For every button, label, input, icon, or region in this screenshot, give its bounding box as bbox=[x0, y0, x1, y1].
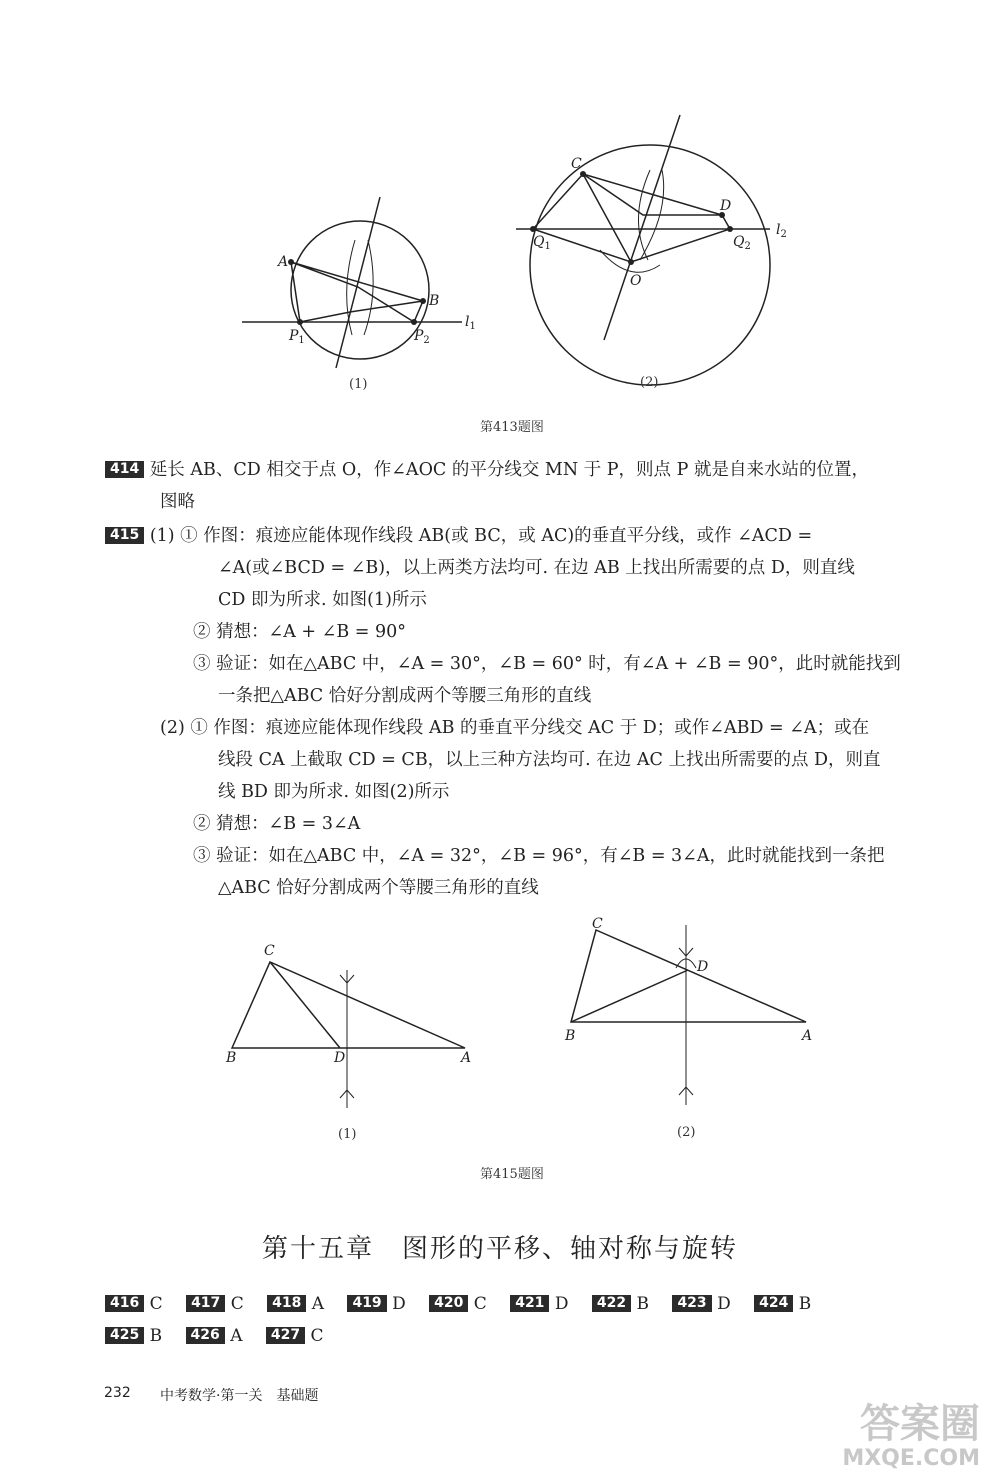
q415-line8: 线段 CA 上截取 CD = CB，以上三种方法均可. 在边 AC 上找出所需要的点 D，则直 bbox=[218, 750, 881, 770]
q415-line10: ② 猜想：∠B = 3∠A bbox=[193, 814, 361, 834]
page-number: 232 bbox=[104, 1385, 131, 1401]
answer-item: 421 D bbox=[510, 1294, 568, 1314]
answer-item: 424 B bbox=[754, 1294, 811, 1314]
watermark-logo: 答案圈 bbox=[860, 1401, 980, 1447]
answer-item: 426 A bbox=[186, 1326, 243, 1346]
f415-1-B: B bbox=[226, 1050, 237, 1066]
f415-2-B: B bbox=[565, 1028, 576, 1044]
f415-1-A: A bbox=[461, 1050, 472, 1066]
f415-2-A: A bbox=[802, 1028, 813, 1044]
answer-item: 425 B bbox=[105, 1326, 162, 1346]
answers-row-2 bbox=[105, 1326, 342, 1346]
answer-item: 427 C bbox=[266, 1326, 324, 1346]
q415-line6: 一条把△ABC 恰好分割成两个等腰三角形的直线 bbox=[218, 686, 592, 706]
pt-l2: $l_2$ bbox=[776, 222, 787, 240]
q415-line3: CD 即为所求. 如图(1)所示 bbox=[218, 590, 427, 610]
f415-2-C: C bbox=[592, 916, 603, 932]
fig413-sub-2: (2) bbox=[640, 375, 659, 390]
q414-line1: 414 延长 AB、CD 相交于点 O，作∠AOC 的平分线交 MN 于 P，则点 P 就是自来水站的位置， bbox=[105, 458, 869, 482]
pt-P1: $P_1$ bbox=[289, 328, 305, 346]
pt-A: A bbox=[278, 254, 289, 270]
fig415-sub-2: (2) bbox=[677, 1125, 696, 1140]
pt-B: B bbox=[429, 293, 440, 309]
fig413-caption: 第413题图 bbox=[480, 420, 544, 435]
q415-line4: ② 猜想：∠A + ∠B = 90° bbox=[193, 622, 406, 642]
q414-line2: 图略 bbox=[160, 492, 195, 512]
answer-item: 416 C bbox=[105, 1294, 163, 1314]
fig415-sub-1: (1) bbox=[338, 1127, 357, 1142]
q415-badge: 415 bbox=[105, 527, 144, 544]
f415-1-D: D bbox=[334, 1050, 346, 1066]
answers-row-1 bbox=[105, 1294, 829, 1314]
q415-line2: ∠A(或∠BCD = ∠B)，以上两类方法均可. 在边 AB 上找出所需要的点 D，则直线 bbox=[218, 558, 855, 578]
pt-Q1: $Q_1$ bbox=[533, 234, 551, 252]
pt-O: O bbox=[630, 273, 642, 289]
q415-line9: 线 BD 即为所求. 如图(2)所示 bbox=[218, 782, 450, 802]
answer-item: 420 C bbox=[429, 1294, 487, 1314]
pt-l1: $l_1$ bbox=[465, 314, 476, 332]
figure-415 bbox=[220, 912, 820, 1120]
answer-item: 417 C bbox=[186, 1294, 244, 1314]
watermark-url: MXQE.COM bbox=[842, 1446, 980, 1471]
figure-413 bbox=[230, 95, 800, 405]
q414-badge: 414 bbox=[105, 461, 144, 478]
f415-1-C: C bbox=[264, 943, 275, 959]
f415-2-D: D bbox=[697, 959, 709, 975]
pt-P2: $P_2$ bbox=[414, 328, 430, 346]
fig413-sub-1: (1) bbox=[349, 377, 368, 392]
answer-item: 418 A bbox=[267, 1294, 324, 1314]
pt-C: C bbox=[571, 156, 582, 172]
q415-line7: (2) ① 作图：痕迹应能体现作线段 AB 的垂直平分线交 AC 于 D；或作∠ABD = ∠A；或在 bbox=[160, 718, 870, 738]
answer-item: 419 D bbox=[347, 1294, 405, 1314]
fig415-caption: 第415题图 bbox=[480, 1167, 544, 1182]
chapter-title: 第十五章 图形的平移、轴对称与旋转 bbox=[261, 1234, 738, 1264]
pt-Q2: $Q_2$ bbox=[733, 234, 751, 252]
q415-line11: ③ 验证：如在△ABC 中，∠A = 32°，∠B = 96°，有∠B = 3∠A，此时就能找到一条把 bbox=[193, 846, 885, 866]
answer-item: 423 D bbox=[672, 1294, 730, 1314]
pt-D: D bbox=[720, 198, 732, 214]
q415-line5: ③ 验证：如在△ABC 中，∠A = 30°，∠B = 60° 时，有∠A + ∠B = 90°，此时就能找到 bbox=[193, 654, 901, 674]
answer-item: 422 B bbox=[592, 1294, 649, 1314]
book-title: 中考数学·第一关 基础题 bbox=[160, 1388, 319, 1404]
q415-line12: △ABC 恰好分割成两个等腰三角形的直线 bbox=[218, 878, 539, 898]
q415-line1: 415 (1) ① 作图：痕迹应能体现作线段 AB(或 BC，或 AC)的垂直平分线，或作 ∠ACD = bbox=[105, 524, 812, 548]
